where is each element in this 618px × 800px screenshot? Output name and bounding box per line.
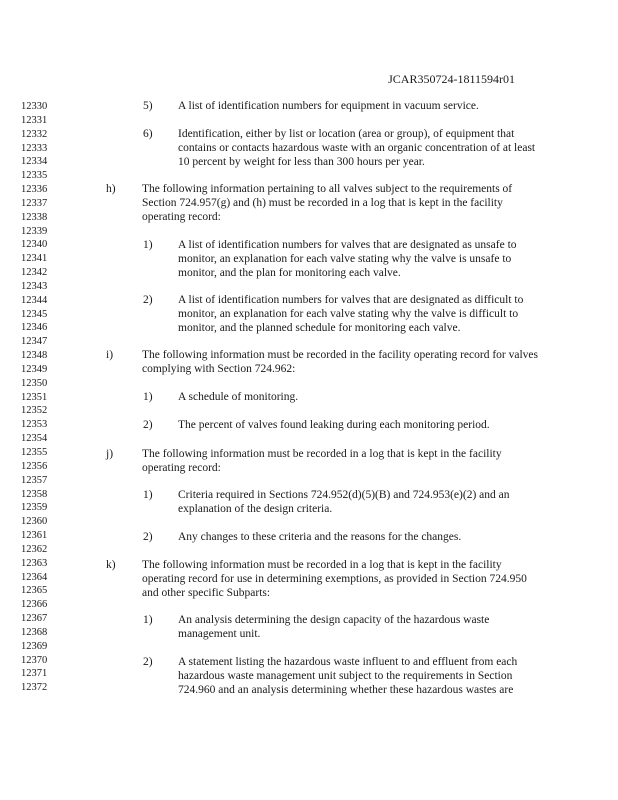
item-label: 2) <box>143 419 153 431</box>
line-number: 12356 <box>21 460 48 472</box>
item-text: An analysis determining the design capacity of the hazardous waste management unit. <box>178 614 490 640</box>
line-number: 12333 <box>21 142 48 154</box>
line-number: 12350 <box>21 377 48 389</box>
item-label: 5) <box>143 100 153 112</box>
line-number: 12358 <box>21 488 48 500</box>
line-number: 12367 <box>21 613 48 625</box>
section-text: The following information must be recorded in a log that is kept in the facility operating record: <box>142 448 502 474</box>
line-number: 12371 <box>21 668 48 680</box>
line-number: 12352 <box>21 405 48 417</box>
line-number: 12331 <box>21 114 48 126</box>
item-text: A schedule of monitoring. <box>178 391 299 403</box>
line-number: 12361 <box>21 530 48 542</box>
item-label: 1) <box>143 489 153 501</box>
line-number: 12355 <box>21 447 48 458</box>
section-label: h) <box>106 183 116 195</box>
line-number: 12364 <box>21 571 48 583</box>
line-number: 12349 <box>21 363 48 375</box>
line-number: 12346 <box>21 322 48 334</box>
line-number: 12372 <box>21 682 48 694</box>
item-label: 2) <box>143 656 153 668</box>
item-text: A list of identification numbers for valves that are designated as difficult to monitor, an explanation for each valve stating why the valve is difficult to monitor, and the planned schedule for monitoring each valve. <box>178 294 524 334</box>
item-label: 2) <box>143 531 153 543</box>
item-label: 2) <box>143 294 153 306</box>
item-text: A list of identification numbers for equipment in vacuum service. <box>178 100 479 112</box>
line-number: 12365 <box>21 585 48 597</box>
line-number: 12335 <box>21 170 48 182</box>
line-number: 12338 <box>21 211 48 223</box>
item-label: 1) <box>143 391 153 403</box>
line-number: 12354 <box>21 433 48 445</box>
line-number: 12345 <box>21 308 48 320</box>
line-number: 12340 <box>21 239 48 251</box>
line-number: 12341 <box>21 253 48 265</box>
line-number: 12357 <box>21 474 48 486</box>
item-text: Identification, either by list or location (area or group), of equipment that contains or contacts hazardous waste with an organic concentration of at least 10 percent by weight for less than 300 hours per year. <box>178 128 536 168</box>
line-number: 12343 <box>21 280 48 292</box>
line-number: 12351 <box>21 391 48 403</box>
line-number: 12353 <box>21 419 48 431</box>
line-number: 12334 <box>21 156 48 168</box>
line-number: 12339 <box>21 225 48 237</box>
section-label: j) <box>106 448 114 460</box>
section-text: The following information must be recorded in the facility operating record for valves complying with Section 724.962: <box>142 349 538 375</box>
line-number: 12348 <box>21 350 48 362</box>
item-label: 6) <box>143 128 153 140</box>
line-number: 12369 <box>21 640 48 652</box>
section-label: i) <box>106 349 114 361</box>
line-number: 12370 <box>21 654 48 666</box>
document-id-header: JCAR350724-1811594r01 <box>388 72 515 86</box>
item-text: Criteria required in Sections 724.952(d)(5)(B) and 724.953(e)(2) and an explanation of the design criteria. <box>178 489 510 515</box>
line-number: 12368 <box>21 626 48 638</box>
section-label: k) <box>106 559 116 571</box>
line-number: 12332 <box>21 128 48 140</box>
line-number: 12336 <box>21 184 48 196</box>
item-text: A statement listing the hazardous waste influent to and effluent from each hazardous waste management unit subject to the requirements in Section 724.960 and an analysis determining whether these hazardous wastes are <box>178 656 518 696</box>
section-text: The following information pertaining to all valves subject to the requirements of Section 724.957(g) and (h) must be recorded in a log that is kept in the facility operating record: <box>142 183 513 223</box>
item-text: The percent of valves found leaking during each monitoring period. <box>178 419 490 431</box>
line-number: 12363 <box>21 557 48 569</box>
line-number: 12362 <box>21 543 48 555</box>
item-text: A list of identification numbers for valves that are designated as unsafe to monitor, an explanation for each valve stating why the valve is unsafe to monitor, and the plan for monitoring each valve. <box>178 239 517 279</box>
item-text: Any changes to these criteria and the reasons for the changes. <box>178 531 462 543</box>
line-number: 12342 <box>21 267 48 279</box>
section-text: The following information must be recorded in a log that is kept in the facility operating record for use in determining exemptions, as provided in Section 724.950 and other specific Subparts: <box>142 559 527 599</box>
line-number: 12360 <box>21 516 48 528</box>
line-number: 12347 <box>21 336 48 348</box>
line-number: 12366 <box>21 599 48 611</box>
line-number: 12337 <box>21 197 48 209</box>
item-label: 1) <box>143 239 153 251</box>
line-number: 12330 <box>21 101 48 112</box>
item-label: 1) <box>143 614 153 626</box>
line-number: 12359 <box>21 502 48 514</box>
line-number: 12344 <box>21 294 48 306</box>
